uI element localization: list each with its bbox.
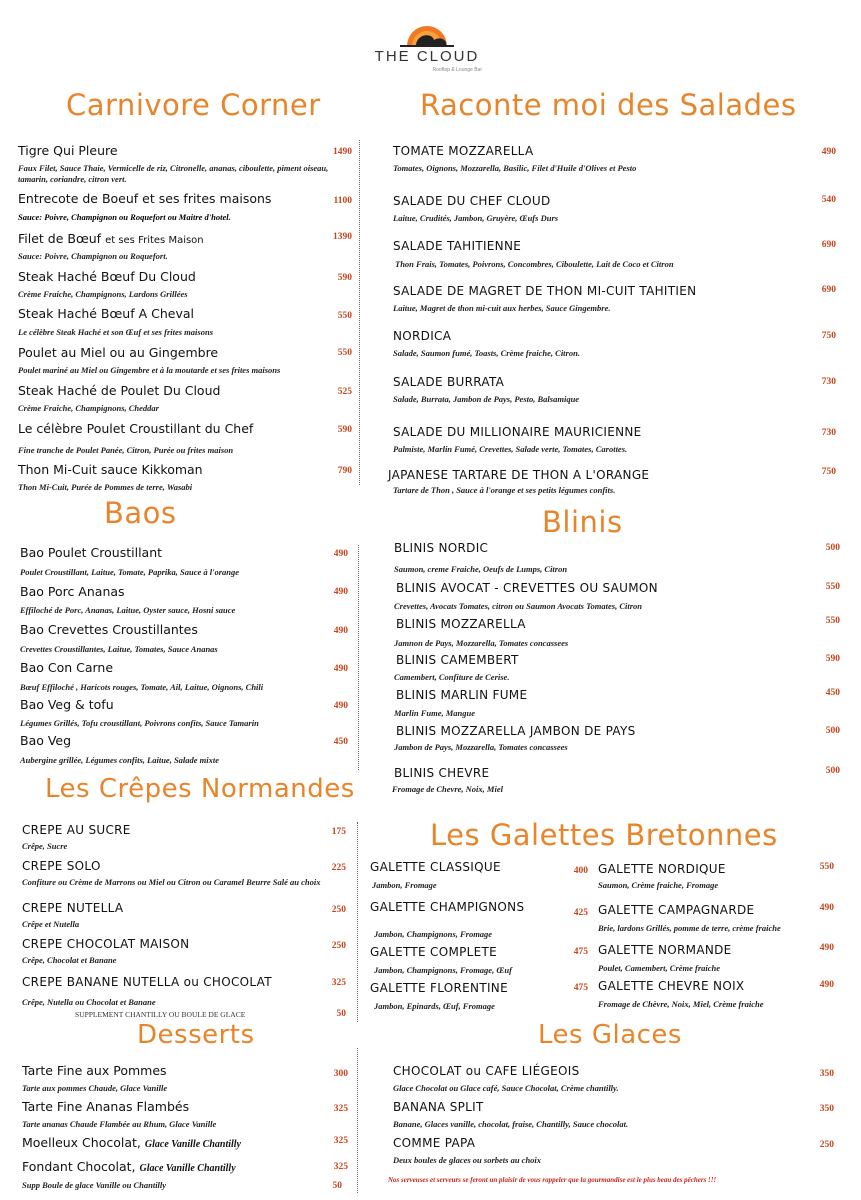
menu-item-name: Moelleux Chocolat, Glace Vanille Chantilly [22,1135,241,1150]
menu-item-name: SALADE DU MILLIONAIRE MAURICIENNE [393,425,642,439]
menu-item-desc: Aubergine grillée, Légumes confits, Laitue, Salade mixte [20,755,220,765]
menu-item-desc: Jambon, Champignons, Fromage, Œuf [374,965,512,975]
menu-item-price: 400 [573,866,588,876]
menu-item-desc: Deux boules de glaces ou sorbets au choix [393,1155,542,1165]
menu-item-name: BLINIS CAMEMBERT [396,653,519,667]
menu-item-price: 325 [333,1136,348,1146]
menu-item-name: JAPANESE TARTARE DE THON A L'ORANGE [388,468,650,482]
column-divider [357,822,358,1022]
menu-item-name: BLINIS MOZZARELLA [396,617,526,631]
menu-item-price: 350 [819,1069,834,1079]
menu-item-price: 250 [819,1140,834,1150]
menu-item-name: Bao Veg & tofu [20,697,114,712]
menu-item-desc: Saumon, Crème fraiche, Fromage [598,880,719,890]
logo-tagline: Rooftop & Lounge Bar [432,67,482,73]
menu-item-price: 490 [819,980,834,990]
menu-item-name: CREPE BANANE NUTELLA ou CHOCOLAT [22,975,272,989]
menu-item-desc: Poulet Croustillant, Laitue, Tomate, Paprika, Sauce à l'orange [20,567,240,577]
column-divider [358,545,359,770]
menu-item-price: 325 [333,1104,348,1114]
cloud-sun-icon [372,18,482,48]
menu-item-name: TOMATE MOZZARELLA [393,144,534,158]
menu-item-desc: Jamnon de Pays, Mozzarella, Tomates concassees [394,638,569,648]
menu-item-desc: Confiture ou Crème de Marrons ou Miel ou Citron ou Caramel Beurre Salé au choix [22,877,321,887]
menu-item-name: Tarte Fine aux Pommes [22,1063,167,1078]
menu-item-desc: Palmiste, Marlin Fumé, Crevettes, Salade verte, Tomates, Carottes. [393,444,628,454]
logo [372,18,482,78]
menu-item-name: BLINIS MARLIN FUME [396,688,528,702]
menu-item-desc: Brie, lardons Grillés, pomme de terre, crème fraiche [598,923,781,933]
menu-item-name: CREPE SOLO [22,859,101,873]
menu-item-price: 550 [825,582,840,592]
menu-item-name: Bao Con Carne [20,660,114,675]
menu-item-price: 175 [331,827,346,837]
menu-item-name: Le célèbre Poulet Croustillant du Chef [18,421,254,436]
menu-item-name: Fondant Chocolat, Glace Vanille Chantilly [22,1159,236,1174]
menu-item-price: 490 [333,587,348,597]
menu-item-desc: Crème Fraiche, Champignons, Cheddar [18,403,159,413]
menu-item-desc: Tarte ananas Chaude Flambée au Rhum, Glace Vanille [22,1119,217,1129]
menu-item-price: 590 [337,425,352,435]
menu-item-price: 550 [337,311,352,321]
menu-item-price: 450 [333,737,348,747]
menu-item-name: GALETTE CAMPAGNARDE [598,903,755,917]
menu-item-name: CREPE AU SUCRE [22,823,131,837]
menu-item-name: BLINIS AVOCAT - CREVETTES OU SAUMON [396,581,658,595]
menu-item-price: 475 [573,947,588,957]
menu-item-desc: Fromage de Chevre, Noix, Miel [392,784,503,794]
menu-item-desc: Salade, Saumon fumé, Toasts, Crème fraiche, Citron. [393,348,580,358]
menu-item-price: 425 [573,908,588,918]
menu-item-desc: Crêpe, Sucre [22,841,68,851]
menu-item-name: Filet de Bœuf et ses Frites Maison [18,231,204,246]
menu-item-desc: Laitue, Magret de thon mi-cuit aux herbes, Sauce Gingembre. [393,303,611,313]
menu-item-desc: Le célèbre Steak Haché et son Œuf et ses frites maisons [18,327,214,337]
menu-item-price: 490 [333,549,348,559]
menu-item-desc: Jambon, Epinards, Œuf, Fromage [374,1001,495,1011]
menu-item-desc: Salade, Burrata, Jambon de Pays, Pesto, Balsamique [393,394,580,404]
menu-item-desc: Jambon de Pays, Mozzarella, Tomates concassees [394,742,568,752]
menu-item-desc: Poulet mariné au Miel ou Gingembre et à la moutarde et ses frites maisons [18,365,281,375]
footer-note: Nos serveuses et serveurs se feront un plaisir de vous rappeler que la gourmandise est le plus beau des pêchers !!! [388,1176,717,1184]
menu-item-desc: Fine tranche de Poulet Panée, Citron, Purée ou frites maison [18,445,234,455]
menu-item-desc: Tomates, Oignons, Mozzarella, Basilic, Filet d'Huile d'Olives et Pesto [393,163,637,173]
menu-item-name: CHOCOLAT ou CAFE LIÉGEOIS [393,1064,580,1078]
menu-item-name: Bao Veg [20,733,72,748]
menu-item-price: 490 [333,701,348,711]
menu-item-name: BLINIS CHEVRE [394,766,490,780]
menu-item-desc: Bœuf Effiloché , Haricots rouges, Tomate, Ail, Laitue, Oignons, Chili [20,682,264,692]
menu-item-price: 730 [821,377,836,387]
section-title-crepes: Les Crêpes Normandes [45,774,355,804]
menu-item-name: COMME PAPA [393,1136,476,1150]
menu-item-price: 1490 [333,147,352,157]
menu-item-desc: Banane, Glaces vanille, chocolat, fraise, Chantilly, Sauce chocolat. [393,1119,629,1129]
menu-item-name: Steak Haché Bœuf A Cheval [18,306,194,321]
menu-item-desc: Jambon, Fromage [372,880,437,890]
menu-item-desc: Tarte aux pommes Chaude, Glace Vanille [22,1083,168,1093]
menu-item-desc: Légumes Grillés, Tofu croustillant, Poivrons confits, Sauce Tamarin [20,718,259,728]
menu-item-name: BLINIS NORDIC [394,541,489,555]
menu-item-desc: Tartare de Thon , Sauce à l'orange et ses petits légumes confits. [393,485,616,495]
menu-item-price: 1100 [333,196,352,206]
menu-item-price: 325 [331,978,346,988]
menu-item-desc: Crêpe et Nutella [22,919,80,929]
menu-item-name: GALETTE CLASSIQUE [370,860,501,874]
menu-item-name: Tigre Qui Pleure [18,143,118,158]
menu-item-name: GALETTE FLORENTINE [370,981,508,995]
menu-item-name: Steak Haché de Poulet Du Cloud [18,383,221,398]
menu-item-price: 525 [337,387,352,397]
menu-item-price: 490 [819,903,834,913]
menu-item-desc: Glace Chocolat ou Glace café, Sauce Chocolat, Crème chantilly. [393,1083,619,1093]
menu-item-desc: Effiloché de Porc, Ananas, Laitue, Oyster sauce, Hosni sauce [20,605,236,615]
column-divider [357,1048,358,1193]
menu-item-name: Thon Mi-Cuit sauce Kikkoman [18,462,203,477]
menu-item-price: 490 [821,147,836,157]
menu-item-desc: Crêpe, Chocolat et Banane [22,955,117,965]
menu-item-desc: Poulet, Camembert, Crème fraiche [598,963,721,973]
menu-item-price: 730 [821,428,836,438]
menu-item-price: 550 [825,616,840,626]
menu-item-name: NORDICA [393,329,452,343]
menu-item-name: Bao Crevettes Croustillantes [20,622,198,637]
menu-item-name: SALADE TAHITIENNE [393,239,522,253]
menu-item-name: Poulet au Miel ou au Gingembre [18,345,219,360]
menu-item-price: 225 [331,863,346,873]
supplement-label: SUPPLEMENT CHANTILLY OU BOULE DE GLACE [75,1010,246,1019]
menu-item-price: 790 [337,466,352,476]
menu-item-price: 500 [825,766,840,776]
menu-item-desc: Sauce: Poivre, Champignon ou Roquefort. [18,251,168,261]
menu-item-desc: Fromage de Chèvre, Noix, Miel, Crème fraiche [598,999,764,1009]
supplement-label: Supp Boule de glace Vanille ou Chantilly [22,1180,167,1190]
supplement-price: 50 [332,1181,342,1191]
menu-item-price: 550 [337,348,352,358]
menu-item-price: 750 [821,467,836,477]
menu-item-name: Steak Haché Bœuf Du Cloud [18,269,196,284]
menu-item-price: 750 [821,331,836,341]
menu-item-name: CREPE NUTELLA [22,901,124,915]
menu-item-price: 540 [821,195,836,205]
section-title-glaces: Les Glaces [538,1020,682,1050]
menu-item-price: 500 [825,726,840,736]
section-title-salades: Raconte moi des Salades [420,88,797,122]
menu-item-desc: Crevettes, Avocats Tomates, citron ou Saumon Avocats Tomates, Citron [394,601,643,611]
menu-item-name: GALETTE NORDIQUE [598,862,726,876]
menu-item-name: GALETTE COMPLETE [370,945,498,959]
menu-item-desc: Crevettes Croustillantes, Laitue, Tomates, Sauce Ananas [20,644,218,654]
menu-item-price: 475 [573,983,588,993]
menu-item-price: 1390 [333,232,352,242]
menu-item-desc: Saumon, creme Fraiche, Oeufs de Lumps, Citron [394,564,568,574]
menu-item-price: 490 [819,943,834,953]
supplement-price: 50 [336,1009,346,1019]
menu-item-price: 590 [825,654,840,664]
menu-item-price: 450 [825,688,840,698]
menu-item-price: 350 [819,1104,834,1114]
menu-item-name: SALADE DU CHEF CLOUD [393,194,551,208]
menu-item-name: GALETTE CHEVRE NOIX [598,979,745,993]
menu-item-name: Bao Poulet Croustillant [20,545,163,560]
menu-item-desc: Thon Frais, Tomates, Poivrons, Concombres, Ciboulette, Lait de Coco et Citron [395,259,674,269]
section-title-galettes: Les Galettes Bretonnes [430,818,778,852]
menu-item-name: Bao Porc Ananas [20,584,125,599]
menu-item-price: 690 [821,285,836,295]
menu-item-name: BANANA SPLIT [393,1100,484,1114]
menu-item-desc: Crêpe, Nutella ou Chocolat et Banane [22,997,156,1007]
menu-item-desc: Jambon, Champignons, Fromage [374,929,493,939]
menu-item-price: 590 [337,273,352,283]
section-title-desserts: Desserts [137,1020,255,1050]
menu-item-name: GALETTE CHAMPIGNONS [370,900,525,914]
menu-item-price: 500 [825,543,840,553]
menu-item-price: 325 [333,1162,348,1172]
menu-item-name: BLINIS MOZZARELLA JAMBON DE PAYS [396,724,636,738]
menu-item-price: 690 [821,240,836,250]
menu-item-price: 250 [331,941,346,951]
menu-item-desc: Thon Mi-Cuit, Purée de Pommes de terre, Wasabi [18,482,193,492]
menu-item-price: 250 [331,905,346,915]
menu-item-price: 490 [333,626,348,636]
menu-item-desc: Laitue, Crudités, Jambon, Gruyère, Œufs Durs [393,213,559,223]
menu-item-desc: Marlin Fume, Mangue [394,708,476,718]
menu-item-name: GALETTE NORMANDE [598,943,732,957]
menu-item-price: 300 [333,1069,348,1079]
menu-item-desc: Faux Filet, Sauce Thaie, Vermicelle de riz, Citronelle, ananas, ciboulette, piment oiseau, tamarin, coriandre, citron vert. [18,163,329,184]
section-title-blinis: Blinis [542,505,623,539]
menu-item-desc: Sauce: Poivre, Champignon ou Roquefort ou Maitre d'hotel. [18,212,231,222]
logo-name: THE CLOUD [374,48,480,65]
column-divider [359,140,360,485]
section-title-carnivore: Carnivore Corner [66,88,321,122]
menu-item-name: Entrecote de Boeuf et ses frites maisons [18,191,272,206]
menu-item-name: Tarte Fine Ananas Flambés [22,1099,190,1114]
menu-item-price: 550 [819,862,834,872]
menu-item-desc: Camembert, Confiture de Cerise. [394,672,510,682]
menu-item-price: 490 [333,664,348,674]
section-title-baos: Baos [104,496,177,530]
menu-item-name: SALADE BURRATA [393,375,505,389]
menu-item-desc: Crème Fraiche, Champignons, Lardons Grillées [18,289,188,299]
menu-item-name: SALADE DE MAGRET DE THON MI-CUIT TAHITIEN [393,284,697,298]
menu-item-name: CREPE CHOCOLAT MAISON [22,937,190,951]
